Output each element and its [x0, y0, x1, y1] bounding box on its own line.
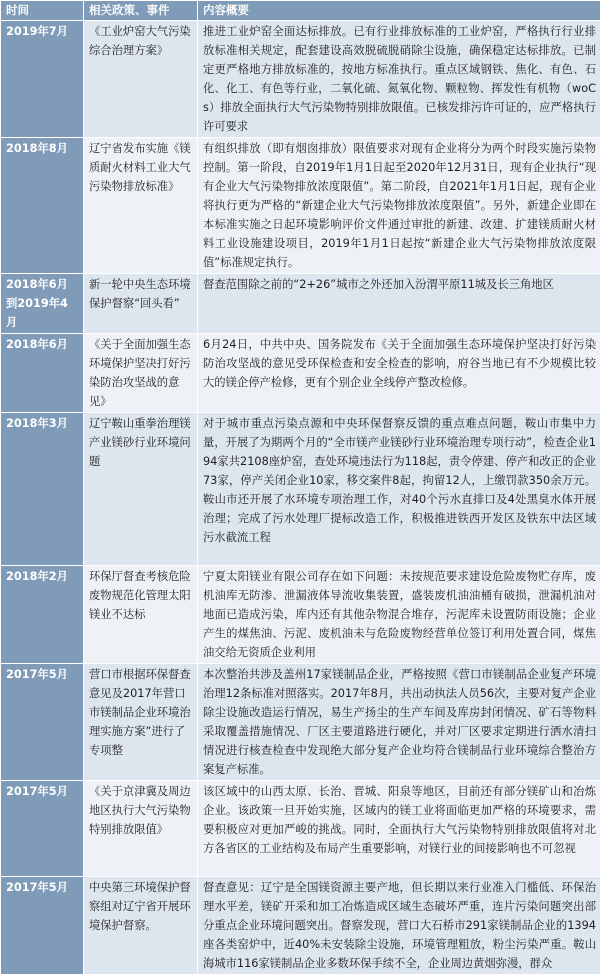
row-policy: 环保厅督查考核危险废物规范化管理太阳镁业不达标	[84, 566, 198, 664]
row-content: 推进工业炉窑全面达标排放。已有行业排放标准的工业炉窑，严格执行行业排放标准相关规定，配套建设高效脱硫脱硝除尘设施，确保稳定达标排放。已制定更严格地方排放标准的，按地方标准执行。重点区域钢铁、焦化、有色、石化、化工、有色等行业，二氧化硫、氮氧化物、颗粒物、挥发性有机物（woCs）排放全面执行大气污染物特别排放限值。已核发排污许可证的，应严格执行许可要求	[198, 21, 600, 138]
table-row	[1, 334, 600, 413]
row-policy: 营口市根据环保督查意见及2017年营口市镁制品企业环境治理实施方案”进行了专项整	[84, 664, 198, 781]
row-time: 2018年6月	[1, 334, 84, 413]
row-time: 2017年5月	[1, 664, 84, 781]
table-row	[1, 274, 600, 334]
row-policy: 中央第三环境保护督察组对辽宁省开展环境保护督察。	[84, 877, 198, 975]
row-content: 6月24日，中共中央、国务院发布《关于全面加强生态环境保护坚决打好污染防治攻坚战的意见受环保检查和安全检查的影响，府谷当地已有不少规模比较大的镁企停产检修，更有个别企业全线停产整改检修。	[198, 334, 600, 413]
header-row	[1, 1, 600, 21]
table-row	[1, 566, 600, 664]
row-time: 2019年7月	[1, 21, 84, 138]
table-row	[1, 781, 600, 877]
row-time: 2017年5月	[1, 781, 84, 877]
row-content: 该区域中的山西太原、长治、晋城、阳泉等地区，目前还有部分镁矿山和冶炼企业。该政策一旦开始实施，区域内的镁工业将面临更加严格的环境要求，需要积极应对更加严峻的挑战。同时，全面执行大气污染物特别排放限值将对北方各省区的工业结构及布局产生重要影响，对镁行业的间接影响也不可忽视	[198, 781, 600, 877]
header-policy: 相关政策、事件	[84, 1, 198, 21]
table-row	[1, 877, 600, 975]
row-policy: 新一轮中央生态环境保护督察“回头看”	[84, 274, 198, 334]
row-policy: 《工业炉窑大气污染综合治理方案》	[84, 21, 198, 138]
row-content: 督查范围除之前的“2+26”城市之外还加入汾渭平原11城及长三角地区	[198, 274, 600, 334]
row-time: 2017年5月	[1, 877, 84, 975]
row-time: 2018年8月	[1, 138, 84, 274]
row-policy: 辽宁省发布实施《镁质耐火材料工业大气污染物排放标准》	[84, 138, 198, 274]
row-content: 本次整治共涉及盖州17家镁制品企业，严格按照《营口市镁制品企业复产环境治理12条标准对照落实。2017年8月，共出动执法人员56次，主要对复产企业除尘设施改造运行情况，易生产扬尘的生产车间及库房封闭情况、矿石等物料采取覆盖措施情况、厂区主要道路进行硬化，并对厂区要求定期进行洒水清扫情况进行核查检查中发现绝大部分复产企业均符合镁制品行业环境综合整治方案复产标准。	[198, 664, 600, 781]
row-content: 有组织排放（即有烟囱排放）限值要求对现有企业将分为两个时段实施污染物控制。第一阶段，自2019年1月1日起至2020年12月31日，现有企业执行“现有企业大气污染物排放浓度限值”。第二阶段，自2021年1月1日起，现有企业将执行更为严格的“新建企业大气污染物排放浓度限值”。另外，新建企业即在本标准实施之日起环境影响评价文件通过审批的新建、改建、扩建镁质耐火材料工业设施建设项目，2019年1月1日起按“新建企业大气污染物排放浓度限值”标准规定执行。	[198, 138, 600, 274]
row-time: 2018年2月	[1, 566, 84, 664]
header-content: 内容概要	[198, 1, 600, 21]
row-policy: 《关于京津冀及周边地区执行大气污染物特别排放限值》	[84, 781, 198, 877]
row-policy: 《关于全面加强生态环境保护坚决打好污染防治攻坚战的意见》	[84, 334, 198, 413]
row-time: 2018年6月到2019年4月	[1, 274, 84, 334]
table-row	[1, 138, 600, 274]
table-body	[1, 21, 600, 975]
row-policy: 辽宁鞍山重拳治理镁产业镁砂行业环境问题	[84, 413, 198, 566]
header-time: 时间	[1, 1, 84, 21]
row-content: 对于城市重点污染点源和中央环保督察反馈的重点难点问题，鞍山市集中力量，开展了为期两个月的“全市镁产业镁砂行业环境治理专项行动”，检查企业194家共2108座炉窑，查处环境违法行为118起，责令停建、停产和改正的企业73家，停产关闭企业10家，移交案件8起，拘留12人，上缴罚款350余万元。鞍山市还开展了水环境专项治理工作，对40个污水直排口及4处黑臭水体开展治理；完成了污水处理厂提标改造工作，积极推进铁西开发区及铁东中法区域污水截流工程	[198, 413, 600, 566]
table-header	[1, 1, 600, 21]
table-row	[1, 664, 600, 781]
row-time: 2018年3月	[1, 413, 84, 566]
table-row	[1, 21, 600, 138]
row-content: 宁夏太阳镁业有限公司存在如下问题：未按规范要求建设危险废物贮存库，废机油库无防渗、泄漏液体导流收集装置，盛装废机油油桶有破损，泄漏机油对地面已造成污染，库内还有其他杂物混合堆存，污泥库未设置防雨设施；企业产生的煤焦油、污泥、废机油未与危险废物经营单位签订利用处置合同，煤焦油交给无资质企业利用	[198, 566, 600, 664]
table-row	[1, 413, 600, 566]
row-content: 督查意见：辽宁是全国镁资源主要产地，但长期以来行业准入门槛低、环保治理水平差，镁矿开采和加工冶炼造成区域生态破坏严重，连片污染问题突出部分重点企业环境问题突出。督察发现，营口大石桥市291家镁制品企业的1394座各类窑炉中，近40%未安装除尘设施，环境管理粗放，粉尘污染严重。鞍山海城市116家镁制品企业多数环保手续不全，企业周边黄烟弥漫，群众	[198, 877, 600, 975]
